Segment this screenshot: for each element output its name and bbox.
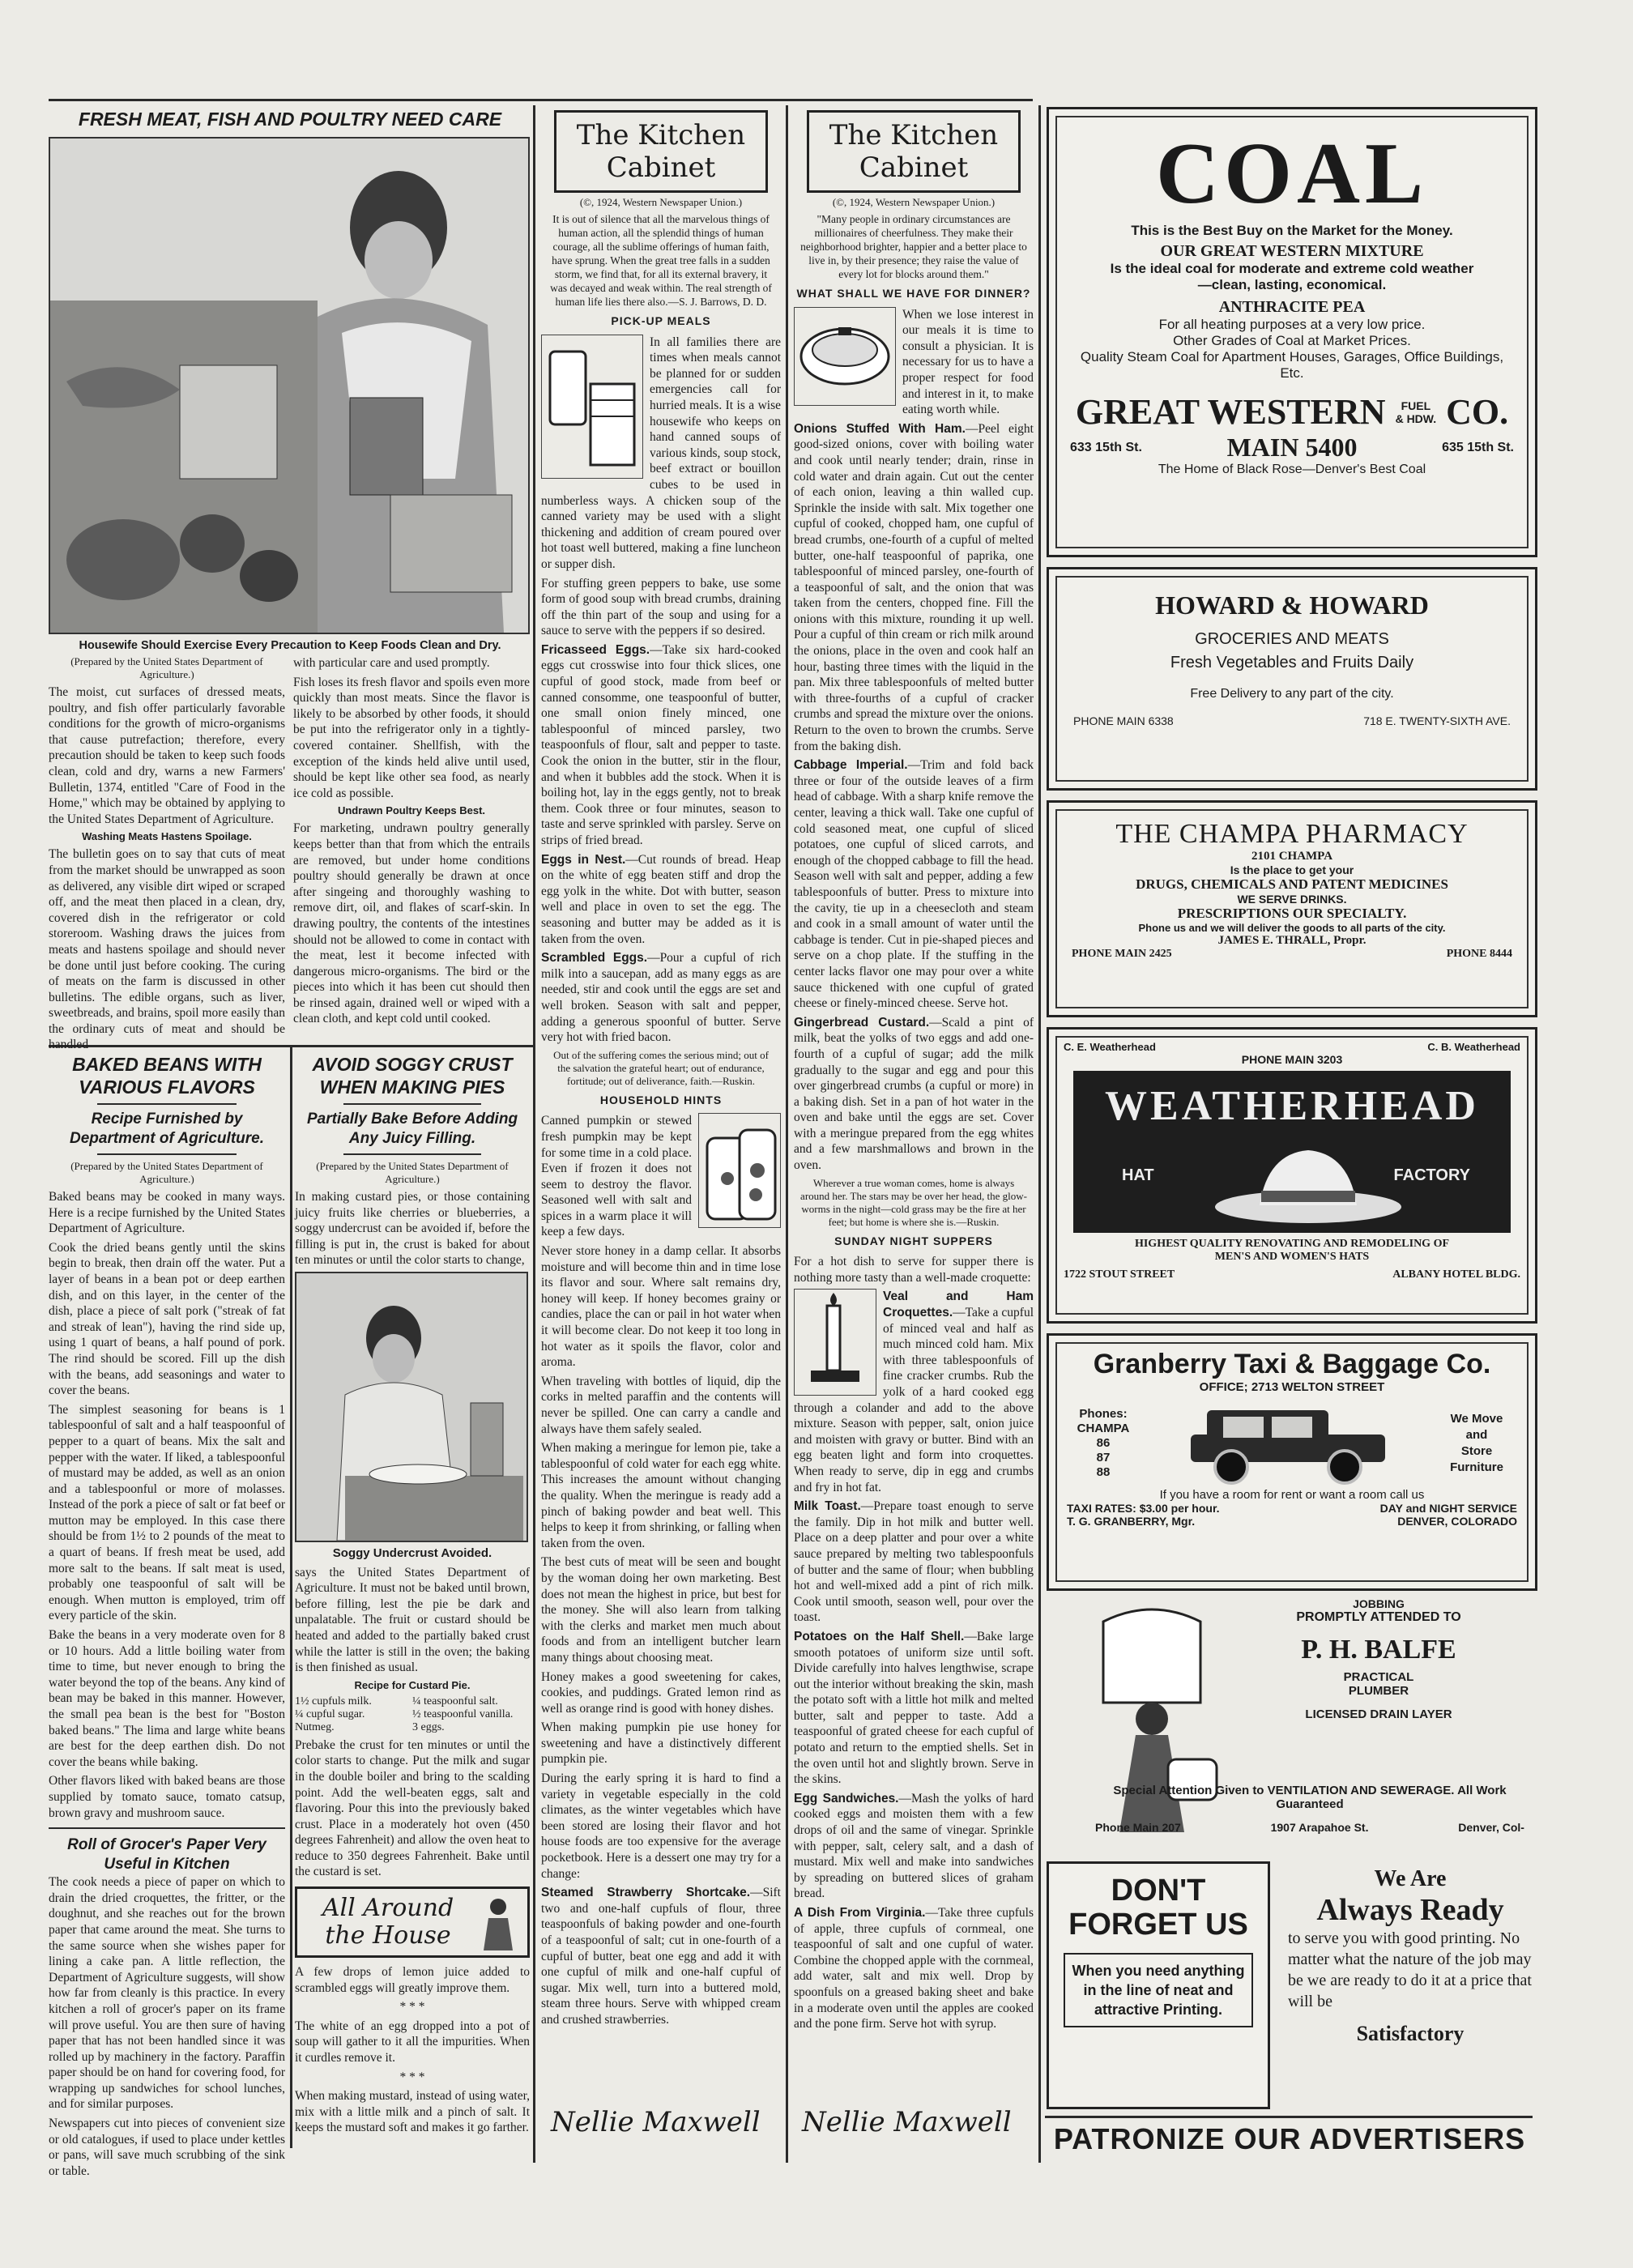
company-name: HOWARD & HOWARD (1155, 590, 1429, 620)
recipe-title: Veal and Ham Croquettes. (883, 1290, 1034, 1320)
logo-line: The Kitchen (576, 119, 746, 151)
address: 718 E. TWENTY-SIXTH AVE. (1363, 714, 1511, 727)
beans-headline: BAKED BEANS WITH VARIOUS FLAVORS (72, 1054, 262, 1098)
paragraph: Honey makes a good sweetening for cakes, cookies, and puddings. Grated lemon rind as well as orange rind is good with honey dishes. (541, 1669, 781, 1716)
copyright: (©, 1924, Western Newspaper Union.) (832, 196, 996, 208)
cook-icon (474, 1894, 522, 1950)
kitchen-cabinet-logo (807, 110, 1021, 193)
ad-line: Store (1460, 1444, 1493, 1458)
phone: 87 (1096, 1451, 1111, 1464)
ad-line: OUR GREAT WESTERN MIXTURE (1160, 242, 1424, 260)
signature-2: Nellie Maxwell (802, 2106, 1012, 2138)
recipe-title: Steamed Strawberry Shortcake. (541, 1886, 751, 1900)
paragraph: Newspapers cut into pieces of convenient size or old catalogues, if used to place under kettles or pans, will save much scrubbing of the sink or table. (49, 2117, 285, 2178)
ad-body: When you need anything in the line of neat and attractive Printing. (1064, 1953, 1253, 2027)
jar-illustration (698, 1113, 781, 1228)
dont-forget-ad (1047, 1861, 1270, 2109)
ingredient: Nutmeg. (295, 1720, 335, 1733)
paragraph: Fish loses its fresh flavor and spoils even more quickly than most meats. Since the flavor is likely to be absorbed by other foods, it should be put into the refrigerator only in a tightly-covered container. Shellfish, with the exception of the kinds held alive until used, should be kept like other sea food, as nearly ice cold as possible. (293, 675, 530, 800)
recipe-title: Milk Toast. (794, 1499, 861, 1514)
ad-line: FUEL (1401, 399, 1431, 412)
paragraph: Canned pumpkin or stewed fresh pumpkin may be kept for some time in a cold place. Even if frozen it does not seem to destroy the flavor. Seasoned well with salt and spices in a warm place it will keep a few days. (541, 1114, 692, 1239)
top-rule (49, 99, 1033, 101)
recipe-title: Cabbage Imperial. (794, 758, 908, 773)
recipe (541, 642, 781, 849)
address: 1722 STOUT STREET (1064, 1268, 1175, 1281)
paragraph: Other flavors liked with baked beans are those supplied by tomato sauce, tomato catsup, brown gravy and mushroom sauce. (49, 1774, 285, 1820)
address: 633 15th St. (1070, 440, 1142, 454)
recipe-text: —Take a cupful of minced veal and half as much minced cold ham. Mix with three tablespoonfuls of fine cracker crumbs. Rub the yolk of a hard cooked egg through a colander and add to the above mixture. Season with pepper, salt, onion juice and moisten with gravy or butter. Bind with an egg beaten light and form into croquettes. When ready to serve, dip in egg and crumbs and fry in hot fat. (794, 1306, 1034, 1494)
kitchen-cabinet-logo (554, 110, 768, 193)
recipe-title: A Dish From Virginia. (794, 1906, 926, 1920)
recipe (541, 1885, 781, 2027)
address: 1907 Arapahoe St. (1270, 1821, 1369, 1834)
logo-line: the House (325, 1921, 451, 1950)
paragraph: For marketing, undrawn poultry generally keeps better than that from which the entrails are removed, but under home conditions poultry should generally be drawn at once after singeing and thoroughly washing to remove dirt, oil, and flakes of scarf-skin. In drawing poultry, the contents of the intestines should not be allowed to come in contact with the meat, lest it become infected with dangerous micro-organisms. The bird or the pieces into which it has been cut should then be rinsed again, drained well or wiped with a clean cloth, and kept cold until cooked. (293, 821, 530, 1026)
quote: "Many people in ordinary circumstances are millionaires of cheerfulness. They make their neighborhood brighter, happier and a better place to live in, by their presence; they raise the value of every lot for blocks around them." (800, 213, 1027, 280)
ad-line: ANTHRACITE PEA (1218, 298, 1366, 316)
paragraph: In all families there are times when meals cannot be planned for or sudden emergencies call for hurried meals. It is a wise housewife who keeps on hand canned soups of various kinds, soup stock, beef extract or bouillon cubes to be used in numberless ways. A chicken soup of the canned variety may be used with a slight thickening and addition of cream poured over hot toast well buttered, making a fine luncheon or supper dish. (541, 335, 781, 571)
paragraph: When making pumpkin pie use honey for sweetening and have a distinctively different pumpkin pie. (541, 1720, 781, 1767)
canned-goods-illustration (541, 335, 643, 479)
paragraph: Baked beans may be cooked in many ways. Here is a recipe furnished by the United States Department of Agriculture. (49, 1190, 285, 1236)
recipe-title: Recipe for Custard Pie. (354, 1678, 471, 1691)
ad-line: This is the Best Buy on the Market for the Money. (1131, 223, 1453, 238)
ingredient-list (295, 1695, 530, 1734)
paragraph: The cook needs a piece of paper on which to drain the dried croquettes, the fritter, or the doughnut, and she reaches out for the brown paper that came around the meat. She turns to the same source when she wishes paper for lining a cake pan. A little reflection, the Department of Agriculture suggests, will show how far from cleanly is this practice. In every kitchen a roll of grocer's paper on its frame will prove useful. You are then sure of having paper that has not been handled since it was rolled up by machinery in the factory. Paraffin paper should be on hand for covering food, for wrapping up sandwiches for school lunches, and for similar purposes. (49, 1875, 285, 2112)
ad-line: HAT (1122, 1166, 1154, 1184)
recipe (794, 421, 1034, 754)
recipe-title: Egg Sandwiches. (794, 1791, 899, 1805)
balfe-plumber-ad (1047, 1597, 1533, 1847)
headline: FRESH MEAT, FISH AND POULTRY NEED CARE (78, 109, 502, 130)
ad-line: MEN'S AND WOMEN'S HATS (1214, 1251, 1370, 1263)
ad-line: Satisfactory (1356, 2022, 1465, 2045)
roll-headline: Roll of Grocer's Paper Very Useful in Kitchen (67, 1836, 266, 1874)
pie-caption: Soggy Undercrust Avoided. (332, 1545, 492, 1560)
ad-line: We Move (1450, 1412, 1503, 1426)
ingredient: ¼ cupful sugar. (295, 1707, 365, 1720)
ad-line: GROCERIES AND MEATS (1195, 630, 1389, 648)
divider (97, 1153, 237, 1155)
housewife-illustration (50, 139, 528, 633)
ad-line: Is the place to get your (1230, 863, 1354, 876)
ad-line: PROMPTLY ATTENDED TO (1296, 1610, 1461, 1624)
pie-photo (295, 1272, 528, 1542)
ingredient: ¼ teaspoonful salt. (412, 1695, 498, 1707)
paragraph: A few drops of lemon juice added to scrambled eggs will greatly improve them. (295, 1965, 530, 1995)
paragraph: Bake the beans in a very moderate oven for 8 or 10 hours. Add a little boiling water from time to time, but never enough to bring the water beyond the top of the beans. Any kind of bean may be baked in this manner. However, the small pea bean is the best for "Boston baked beans." The lima and large white beans are best for the deep earthen dish. Do not cover the beans while baking. (49, 1628, 285, 1769)
prepared-note: (Prepared by the United States Department of Agriculture.) (70, 655, 263, 680)
recipe-title: Scrambled Eggs. (541, 951, 648, 966)
always-ready-ad (1288, 1866, 1533, 2109)
section-heading: HOUSEHOLD HINTS (599, 1093, 723, 1106)
recipe-text: —Peel eight good-sized onions, cover with boiling water and cook until nearly tender; drain, rinse in cold water and drain again. Cut out the center of each onion, leaving a thin walled cup. Sprinkle the inside with salt. Mix together one cupful of cooked, chopped ham, one cupful of bread crumbs, one-fourth of a cupful of melted butter, one-half teaspoonful of paprika, one tablespoonful of minced parsley, one-fourth of a teaspoonful of salt, and the onion that was taken from the centers, chopped fine. Fill the onions with this mixture, rounding it up well. Pour a cupful of thin cream or rich milk around the onions, place in the oven and cook half an hour, basting three times with the liquid in the pan. Mix three tablespoonfuls of melted butter with three-fourths of a cupful of cracker crumbs and spread the mixture over the onions. Return to the oven to brown the crumbs. Serve from the baking dish. (794, 421, 1034, 753)
logo-line: All Around (322, 1894, 454, 1923)
ad-line: WE SERVE DRINKS. (1237, 893, 1347, 906)
quote: It is out of silence that all the marvelous things of human action, all the splendid things of human courage, all the sublime offerings of human faith, have sprung. When the great tree falls in a sudden storm, we find that, for all its external bravery, it was decayed and weak within. The real strength of human life lies there also.—S. J. Barrows, D. D. (550, 213, 772, 308)
candle-illustration (794, 1289, 876, 1396)
ad-line: JOBBING (1353, 1597, 1405, 1610)
phone: 88 (1096, 1465, 1111, 1479)
ads-rule (1045, 2116, 1533, 2118)
pie-article (295, 1053, 530, 2146)
paragraph: The bulletin goes on to say that cuts of meat from the market should be unwrapped as soon as delivered, any visible dirt wiped or scraped off, and the meat then placed in a clean, dry, covered dish in the refrigerator or cold storeroom. Washing draws the juices from meats and hastens spoilage and should never be done until just before cooking. The curing of meats on the farm is discussed in other bulletins. The edible organs, such as liver, sweetbreads, and brains, spoil more easily than the ordinary cuts of meat and should be handled (49, 847, 285, 1052)
recipe-text: —Take six hard-cooked eggs cut crosswise into four thick slices, one cupful of good stock, made from beef or canned consomme, one teaspoonful of butter, one small onion finely minced, one tablespoonful of minced parsley, two teaspoonfuls of flour, salt and pepper to taste. Cook the onion in the butter, stir in the flour, and when it bubbles add the stock. When it is boiling hot, lay in the eggs gently, not to break them. Cook three or four minutes, season to taste and serve sprinkled with parsley. Serve on strips of fried bread. (541, 642, 781, 847)
kitchen-cabinet-2 (794, 110, 1034, 2151)
weatherhead-ad (1047, 1027, 1537, 1324)
subhead-poultry: Undrawn Poultry Keeps Best. (337, 804, 486, 817)
company-name: Granberry Taxi & Baggage Co. (1093, 1349, 1491, 1379)
column-rule-2 (786, 105, 788, 2163)
recipe-title: Gingerbread Custard. (794, 1015, 930, 1030)
section-heading: SUNDAY NIGHT SUPPERS (834, 1234, 993, 1247)
recipe-text: —Pour a cupful of rich milk into a saucepan, add as many eggs as are needed, stir and cook until the eggs are set and well broken. Season with salt and pepper, adding a generous spoonful of butter. Serve very hot with fried bacon. (541, 951, 781, 1045)
paragraph: The best cuts of meat will be seen and bought by the woman doing her own marketing. Best does not mean the highest in price, but best for the money. She will also learn from talking with the clerks and market men much about foods and from an intelligent butcher learn many things about choosing meat. (541, 1555, 781, 1665)
ad-line: For all heating purposes at a very low price. (1158, 317, 1426, 332)
recipe-title: Fricasseed Eggs. (541, 642, 650, 657)
ad-line: Phones: (1079, 1407, 1128, 1421)
ad-line: Free Delivery to any part of the city. (1190, 687, 1394, 701)
recipe-text: —Mash the yolks of hard cooked eggs and moisten them with a few drops of oil and the same of vinegar. Sprinkle with pepper, salt, celery salt, and a dash of mustard. Mix well and make into sandwiches by spreading on buttered slices of graham bread. (794, 1791, 1034, 1901)
beans-subhead: Recipe Furnished by Department of Agriculture. (70, 1111, 264, 1147)
divider (343, 1103, 481, 1105)
quote: Out of the suffering comes the serious mind; out of the salvation the grateful heart; out of endurance, fortitude; out of deliverance, faith.—Ruskin. (553, 1048, 769, 1087)
recipe (794, 757, 1034, 1012)
ad-line: PRACTICAL (1343, 1670, 1414, 1684)
address: 635 15th St. (1442, 440, 1514, 454)
tagline: The Home of Black Rose—Denver's Best Coal (1158, 463, 1426, 476)
recipe (541, 852, 781, 948)
phone: PHONE MAIN 2425 (1072, 948, 1172, 960)
address: OFFICE; 2713 WELTON STREET (1199, 1380, 1385, 1394)
recipe-title: Potatoes on the Half Shell. (794, 1629, 965, 1643)
ad-line: Other Grades of Coal at Market Prices. (1173, 333, 1411, 348)
coal-ad (1047, 107, 1537, 557)
paragraph: Cook the dried beans gently until the skins begin to break, then drain off the water. Put a layer of beans in a bean pot or deep earthen dish, and on this layer, in the center of the dish, place a piece of salt pork ("streak of fat and streak of lean"), having the rind side up, using 1 quart of beans, a half pound of pork. The rind should be scored. Fill up the dish with the beans, add seasonings and water to cover the beans. (49, 1240, 285, 1398)
divider (343, 1153, 481, 1155)
phone: MAIN 5400 (1226, 433, 1358, 462)
kitchen-cabinet-1 (541, 110, 781, 2151)
recipe-text: —Bake large smooth potatoes of uniform size until soft. Divide carefully into halves lengthwise, scrape out the interior without breaking the skin, mash the potato soft with a little hot milk and melted butter, salt and pepper to taste. Add a teaspoonful of grated cheese for each cupful of potato and return to the emptied shells. Set in the oven until hot and slightly brown. Serve in the skins. (794, 1629, 1034, 1787)
recipe-text: —Sift two and one-half cupfuls of flour, three teaspoonfuls of baking powder and one-fourth of a teaspoonful of salt; cut in one-fourth of a cupful of butter, beat one egg and add it with one cupful of milk and one-half cupful of sugar. Mix well, turn into a buttered mold, steam three hours. Serve with whipped cream and crushed strawberries. (541, 1886, 781, 2027)
paragraph: with particular care and used promptly. (293, 656, 490, 670)
ad-title: Always Ready (1316, 1893, 1504, 1927)
company-name: THE CHAMPA PHARMACY (1115, 819, 1469, 849)
separator: * * * (399, 2000, 425, 2014)
housewife-photo (49, 137, 530, 634)
ad-line: DAY and NIGHT SERVICE (1379, 1502, 1517, 1515)
taxi-icon (1183, 1399, 1393, 1488)
divider (97, 1103, 237, 1105)
ad-line: & HDW. (1395, 411, 1437, 425)
recipe (794, 1905, 1034, 2032)
subhead-washing: Washing Meats Hastens Spoilage. (82, 830, 252, 843)
brand-name: WEATHERHEAD (1105, 1083, 1479, 1129)
photo-caption: Housewife Should Exercise Every Precaution to Keep Foods Clean and Dry. (79, 639, 501, 652)
manager: T. G. GRANBERRY, Mgr. (1067, 1515, 1196, 1528)
column-rule-1 (533, 105, 535, 2163)
company-name: GREAT WESTERN (1075, 392, 1386, 432)
ad-line: Quality Steam Coal for Apartment Houses, Garages, Office Buildings, Etc. (1080, 349, 1504, 381)
ad-line: Furniture (1450, 1460, 1503, 1474)
ad-line: DRUGS, CHEMICALS AND PATENT MEDICINES (1136, 876, 1448, 892)
ad-line: Is the ideal coal for moderate and extreme cold weather (1110, 261, 1474, 276)
paragraph: In making custard pies, or those containing juicy fruits like cherries or blueberries, a soggy undercrust can be avoided if, before the filling is put in, the crust is baked for about ten minutes or until the color starts to change, (295, 1190, 530, 1268)
proprietor: C. E. Weatherhead (1064, 1041, 1156, 1053)
patronize-banner: PATRONIZE OUR ADVERTISERS (1053, 2122, 1526, 2155)
champa-pharmacy-ad (1047, 800, 1537, 1017)
hat-banner (1073, 1071, 1511, 1233)
ingredient: 3 eggs. (412, 1720, 445, 1733)
meat-article (49, 107, 531, 1052)
paragraph: When making mustard, instead of using water, mix with a little milk and a pinch of salt. It keeps the mustard soft and makes it go farther. (295, 2089, 530, 2135)
recipe-text: —Cut rounds of bread. Heap on the white of egg beaten stiff and drop the egg yolk in the white. Dot with butter, season well and place in oven to set the egg. The seasoning and butter may be added as it is taken from the oven. (541, 852, 782, 946)
phone: 86 (1096, 1436, 1111, 1450)
phone: PHONE 8444 (1446, 948, 1512, 960)
recipe (794, 1629, 1034, 1788)
ad-line: PRESCRIPTIONS OUR SPECIALTY. (1177, 906, 1407, 921)
ad-line: CHAMPA (1077, 1422, 1130, 1435)
ad-body: to serve you with good printing. No matter what the nature of the job may be we are ready to do it at a price that will be (1288, 1929, 1532, 2010)
paragraph: The moist, cut surfaces of dressed meats, poultry, and fish offer particularly favorable conditions for the growth of micro-organisms that cause putrefaction; therefore, every precaution should be taken to keep such foods clean, cold and dry, warns a new Farmers' Bulletin, 1374, entitled "Care of Food in the Home," which may be obtained by applying to the United States Department of Agriculture. (49, 685, 285, 826)
quote: Wherever a true woman comes, home is always around her. The stars may be over her head, the glow-worms in the night—cold grass may be the fire at her feet; but home is where she is.—Ruskin. (800, 1176, 1027, 1228)
phone: PHONE MAIN 3203 (1241, 1053, 1343, 1066)
prepared-note: (Prepared by the United States Department of Agriculture.) (316, 1160, 509, 1185)
column-rule-3 (1038, 105, 1041, 2163)
recipe (794, 1498, 1034, 1626)
proprietor: C. B. Weatherhead (1427, 1041, 1520, 1053)
paragraph: During the early spring it is hard to find a variety in vegetable especially in the cold climates, as the winter vegetables which have been stored are losing their flavor and hot house foods are too expensive for the average pocketbook. Here is a dessert one may try for a change: (541, 1771, 781, 1881)
divider (49, 1827, 285, 1829)
recipe-text: —Trim and fold back three or four of the outside leaves of a firm head of cabbage. With a sharp knife remove the center, leaving a thick wall. Take one cupful of cold seasoned meat, one cupful of sliced potatoes, one cupful of sliced carrots, and enough of the chopped cabbage to fill the head. Season well with salt and pepper, adding a few tablespoonfuls of butter. Press to mixture into the cavity, tie up in a cheesecloth and steam and cook in a small amount of water until the cabbage is tender. Cut in pie-shaped pieces and serve on a chop plate. If the stuffing in the center lacks flavor one may pour over a white sauce thickened with one cupful of grated cheese or finely-minced cheese. Serve hot. (794, 758, 1034, 1011)
recipe (794, 1015, 1034, 1174)
ad-line: HIGHEST QUALITY RENOVATING AND REMODELING OF (1134, 1238, 1450, 1250)
ad-line: and (1465, 1428, 1488, 1442)
paragraph: The white of an egg dropped into a pot of soup will gather to it all the impurities. When it curdles remove it. (295, 2019, 530, 2066)
ad-line: Phone us and we will deliver the goods to all parts of the city. (1138, 922, 1446, 934)
ad-line: FACTORY (1393, 1166, 1470, 1184)
ad-line: —clean, lasting, economical. (1197, 277, 1387, 292)
recipe-title: Onions Stuffed With Ham. (794, 421, 966, 436)
roaster-illustration (794, 307, 896, 406)
address: ALBANY HOTEL BLDG. (1392, 1268, 1520, 1281)
recipe-title: Eggs in Nest. (541, 852, 626, 867)
prepared-note: (Prepared by the United States Department of Agriculture.) (70, 1160, 263, 1185)
paragraph: When making a meringue for lemon pie, take a tablespoonful of cold water for each egg white. This increases the amount without changing the quality. When the meringue is ready add a pinch of baking powder and beat well. This helps to keep it from shrinking, or falling when taken from the oven. (541, 1441, 781, 1550)
pie-subhead: Partially Bake Before Adding Any Juicy Filling. (306, 1111, 518, 1147)
pie-headline: AVOID SOGGY CRUST WHEN MAKING PIES (312, 1054, 513, 1098)
coal-title: COAL (1155, 126, 1429, 222)
recipe (541, 950, 781, 1046)
logo-line: Cabinet (859, 151, 969, 184)
ad-line: We Are (1374, 1866, 1447, 1891)
ad-title: DON'T FORGET US (1068, 1874, 1248, 1942)
ad-line: LICENSED DRAIN LAYER (1305, 1707, 1452, 1721)
ad-line: PLUMBER (1348, 1684, 1409, 1698)
paragraph: Never store honey in a damp cellar. It absorbs moisture and will become thin and in time lose its flavor and sour. Where salt remains dry, honey will keep. If honey becomes grainy or candies, place the can or pail in hot water when it will become clear. Do not keep it too long in hot water as it spoils the flavor, color and aroma. (541, 1244, 781, 1370)
hat-icon (1211, 1137, 1405, 1226)
signature-1: Nellie Maxwell (551, 2106, 761, 2138)
ad-line: If you have a room for rent or want a room call us (1159, 1488, 1425, 1502)
phone: Phone Main 207 (1095, 1821, 1181, 1834)
paragraph: When we lose interest in our meals it is time to consult a physician. It is necessary for us to have a proper respect for food and interest in it, to make eating worth while. (902, 307, 1034, 417)
ad-line: Fresh Vegetables and Fruits Daily (1170, 654, 1414, 671)
paragraph: Prebake the crust for ten minutes or until the color starts to change. Put the milk and sugar in the double boiler and bring to the scalding point. Add the well-beaten eggs, salt and flavoring. Pour this into the previously baked crust. Place in a moderately hot oven (450 degrees Fahrenheit) and allow the oven heat to reduce to 350 degrees Fahrenheit. Bake until the custard is set. (295, 1737, 530, 1879)
paragraph: The simplest seasoning for beans is 1 tablespoonful of salt and a half teaspoonful of pepper to a quart of beans. Mix the salt and pepper with the water. If liked, a tablespoonful of mustard may be added, as well as an onion and a tablespoonful or more of molasses. Instead of the pork a piece of salt or fat beef or mutton may be employed. In this case there should be from 1½ to 2 pounds of the meat to a quart of beans. If fresh meat be used, add more salt to the beans. If salt meat is used, probably one teaspoonful of salt will be enough. When mutton is employed, trim off every particle of the skin. (49, 1402, 285, 1623)
ingredient: ½ teaspoonful vanilla. (412, 1707, 514, 1720)
address: 2101 CHAMPA (1251, 850, 1333, 863)
copyright: (©, 1924, Western Newspaper Union.) (579, 196, 743, 208)
section-heading: PICK-UP MEALS (611, 314, 711, 327)
city: Denver, Col- (1458, 1821, 1524, 1834)
company-suffix: CO. (1446, 392, 1509, 432)
ingredient: 1½ cupfuls milk. (295, 1695, 372, 1707)
paragraph: says the United States Department of Agriculture. It must not be baked until brown, before filling, lest the pie be dark and unpalatable. The fruit or custard should be heated and added to the partially baked crust while the latter is still in the oven; the baking is then finished as usual. (295, 1565, 530, 1675)
ad-line: Special Attention Given to VENTILATION AND SEWERAGE. All Work Guaranteed (1113, 1784, 1507, 1811)
column-rule-1b (290, 1047, 292, 2148)
phone: PHONE MAIN 6338 (1073, 714, 1174, 727)
rates: TAXI RATES: $3.00 per hour. (1067, 1502, 1220, 1515)
recipe (794, 1791, 1034, 1902)
recipe-text: —Scald a pint of milk, beat the yolks of two eggs and add one-fourth of a cupful of sugar; add the milk gradually to the sugar and egg and pour this over gingerbread crumbs (a cupful or more) in a baking dish. Set in a pan of hot water in the oven and bake until the eggs are set. Cover with a meringue prepared from the egg whites and a few marshmallows and brown in the oven. (794, 1015, 1034, 1173)
proprietor: JAMES E. THRALL, Propr. (1217, 934, 1367, 947)
section-heading: WHAT SHALL WE HAVE FOR DINNER? (796, 287, 1031, 300)
recipe-text: —Prepare toast enough to serve the family. Dip in hot milk and butter well. Place on a deep platter and pour over a white sauce prepared by melting two tablespoonfuls of butter and the same of flour; when bubbling hot and well-mixed add a pint of rich milk. Cook until smooth, season well, pour over the toast. (794, 1499, 1034, 1625)
logo-line: The Kitchen (829, 119, 999, 151)
separator: * * * (399, 2070, 425, 2084)
all-around-house-logo (295, 1886, 530, 1958)
beans-article (49, 1053, 285, 2178)
pie-illustration (296, 1273, 527, 1541)
paragraph: For a hot dish to serve for supper there is nothing more tasty than a well-made croquette: (794, 1255, 1034, 1285)
granberry-taxi-ad (1047, 1333, 1537, 1591)
paragraph: When traveling with bottles of liquid, dip the corks in melted paraffin and the contents will never be spilled. One can carry a candle and always have them safely sealed. (541, 1374, 781, 1436)
logo-line: Cabinet (606, 151, 716, 184)
howard-ad (1047, 567, 1537, 791)
company-name: P. H. BALFE (1301, 1635, 1456, 1665)
recipe-text: —Take three cupfuls of apple, three cupfuls of cornmeal, one teaspoonful of salt and one cupful of water. Combine the chopped apple with the cornmeal, add water, salt and mix well. Drop by spoonfuls on a greased baking sheet and bake in a moderate oven until the apples are cooked and the pone firm. Serve hot with syrup. (794, 1906, 1034, 2031)
paragraph: For stuffing green peppers to bake, use some form of good soup with bread crumbs, draining off the thin part of the soup and using for a sauce to serve with the peppers if so desired. (541, 576, 781, 638)
city: DENVER, COLORADO (1397, 1515, 1517, 1528)
